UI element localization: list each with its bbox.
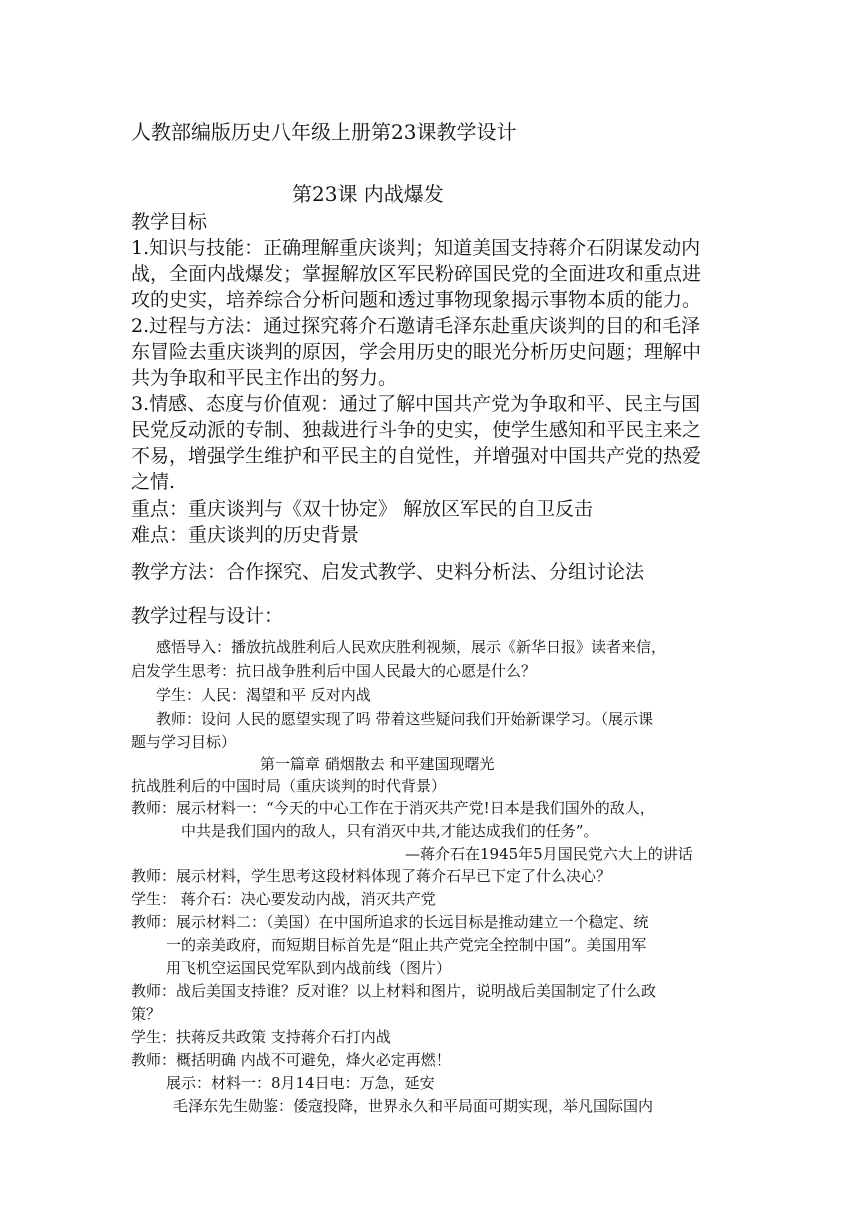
process-line: 展示：材料一：8月14日电：万急，延安	[166, 1074, 435, 1092]
process-line: 感悟导入：播放抗战胜利后人民欢庆胜利视频，展示《新华日报》读者来信，	[156, 638, 667, 656]
process-line: 用飞机空运国民党军队到内战前线（图片）	[166, 959, 452, 977]
key-point: 重点：重庆谈判与《双十协定》 解放区军民的自卫反击	[131, 498, 594, 520]
objective-line: 东冒险去重庆谈判的原因，学会用历史的眼光分析历史问题；理解中	[131, 341, 702, 363]
difficulty: 难点：重庆谈判的历史背景	[131, 524, 360, 546]
process-line: 教师：概括明确 内战不可避免，烽火必定再燃！	[131, 1051, 451, 1069]
process-line: 教师：展示材料二：（美国）在中国所追求的长远目标是推动建立一个稳定、统	[131, 913, 649, 931]
process-line: 学生：人民：渴望和平 反对内战	[156, 686, 371, 704]
process-line: 一的亲美政府，而短期目标首先是“阻止共产党完全控制中国”。美国用军	[166, 936, 647, 954]
process-line: 教师：展示材料，学生思考这段材料体现了蒋介石早已下定了什么决心？	[131, 867, 612, 885]
process-line: 策？	[131, 1005, 162, 1023]
quote-attribution: —蒋介石在1945年5月国民党六大上的讲话	[405, 845, 693, 863]
process-line: 教师：设问 人民的愿望实现了吗 带着这些疑问我们开始新课学习。（展示课	[156, 710, 654, 728]
objective-line: 共为争取和平民主作出的努力。	[131, 367, 398, 389]
process-line: 教师：展示材料一：“今天的中心工作在于消灭共产党!日本是我们国外的敌人，	[131, 799, 655, 817]
process-line: 题与学习目标）	[131, 733, 237, 751]
process-line: 启发学生思考：抗日战争胜利后中国人民最大的心愿是什么？	[131, 662, 537, 680]
process-line: 教师：战后美国支持谁？反对谁？以上材料和图片，说明战后美国制定了什么政	[131, 982, 657, 1000]
process-line: 抗战胜利后的中国时局（重庆谈判的时代背景）	[131, 777, 447, 795]
process-line: 学生： 蒋介石：决心要发动内战，消灭共产党	[131, 890, 436, 908]
objective-line: 1.知识与技能：正确理解重庆谈判；知道美国支持蒋介石阴谋发动内	[131, 237, 701, 259]
objective-line: 之情.	[131, 471, 176, 493]
objective-line: 民党反动派的专制、独裁进行斗争的史实，使学生感知和平民主来之	[131, 419, 702, 441]
process-line: 中共是我们国内的敌人，只有消灭中共,才能达成我们的任务”。	[181, 822, 599, 840]
objective-line: 2.过程与方法：通过探究蒋介石邀请毛泽东赴重庆谈判的目的和毛泽	[131, 315, 701, 337]
chapter-heading: 第一篇章 硝烟散去 和平建国现曙光	[260, 755, 495, 773]
objective-line: 不易，增强学生维护和平民主的自觉性，并增强对中国共产党的热爱	[131, 445, 702, 467]
document-title: 人教部编版历史八年级上册第23课教学设计	[131, 120, 517, 144]
objectives-heading: 教学目标	[131, 211, 208, 233]
objective-line: 攻的史实，培养综合分析问题和透过事物现象揭示事物本质的能力。	[131, 289, 702, 311]
process-line: 学生：扶蒋反共政策 支持蒋介石打内战	[131, 1028, 391, 1046]
teaching-methods: 教学方法：合作探究、启发式教学、史料分析法、分组讨论法	[131, 561, 645, 583]
process-line: 毛泽东先生勋鉴：倭寇投降，世界永久和平局面可期实现，举凡国际国内	[173, 1097, 654, 1115]
process-heading: 教学过程与设计：	[131, 605, 284, 627]
objective-line: 3.情感、态度与价值观：通过了解中国共产党为争取和平、民主与国	[131, 393, 701, 415]
objective-line: 战，全面内战爆发；掌握解放区军民粉碎国民党的全面进攻和重点进	[131, 263, 702, 285]
lesson-title: 第23课 内战爆发	[292, 182, 444, 206]
